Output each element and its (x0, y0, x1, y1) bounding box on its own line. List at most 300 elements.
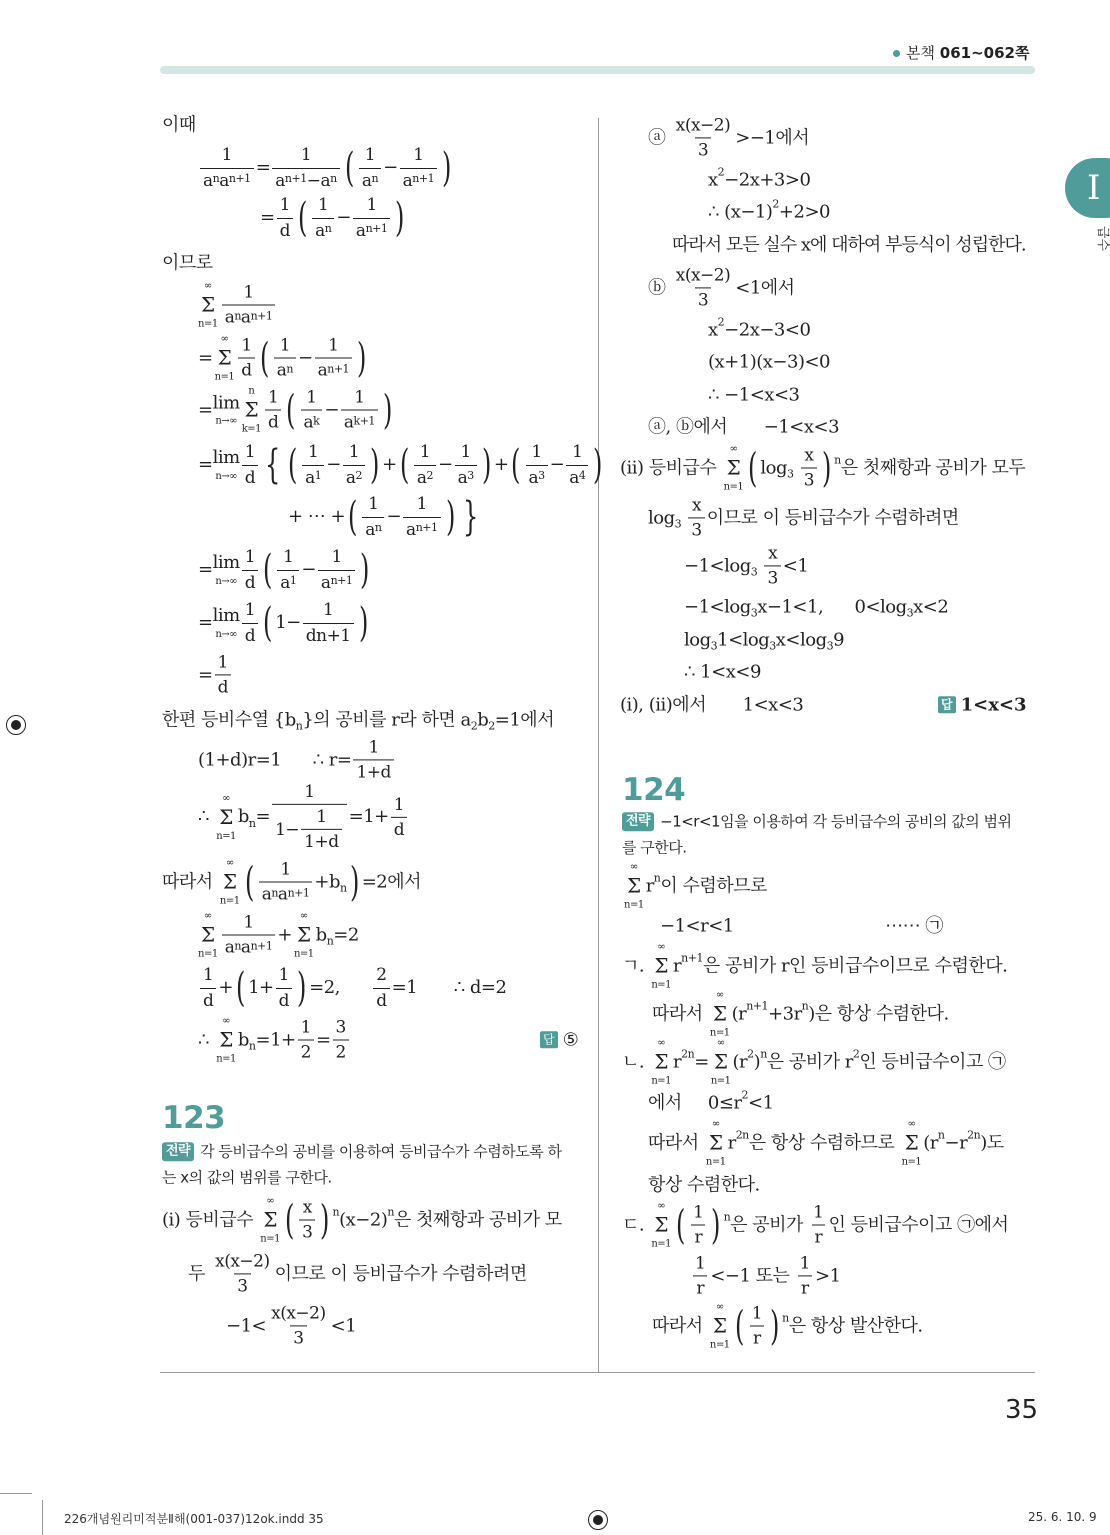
math-text: 1 (300, 145, 312, 166)
big-delimiter: ( (244, 859, 254, 905)
math-text: 1 (331, 547, 342, 568)
big-delimiter: ) (711, 1202, 721, 1248)
summation (220, 857, 240, 908)
fraction (242, 546, 258, 593)
math-text: 1 (368, 737, 379, 758)
math-text: d (268, 412, 279, 433)
numerator (333, 1016, 349, 1039)
math-text: = (198, 454, 213, 476)
denominator (276, 988, 292, 1012)
denominator (200, 988, 216, 1012)
crop-mark (0, 1493, 32, 1494)
text-line (162, 113, 196, 136)
fraction (333, 1016, 349, 1063)
math-text: 1− (275, 612, 301, 634)
math-text: a (343, 412, 354, 433)
math-text: −a (306, 170, 331, 191)
math-text: 1 (316, 806, 327, 827)
denominator (277, 570, 299, 594)
denominator (290, 1326, 306, 1350)
subscript: 3 (769, 639, 776, 653)
math-text: 이 수렴하므로 (660, 875, 767, 897)
sum-upper: ∞ (711, 1118, 720, 1130)
math-text: a (406, 519, 416, 540)
denominator (312, 218, 334, 242)
sum-lower: n=1 (293, 948, 314, 960)
math-text: 1+d (304, 832, 339, 853)
math-line (198, 385, 395, 436)
math-text: ⓐ, ⓑ에서 −1<x<3 (648, 416, 840, 438)
math-text: 1<log (717, 629, 770, 651)
math-line (708, 165, 811, 191)
superscript: n (801, 999, 809, 1013)
subscript: 2 (426, 469, 433, 483)
math-line (708, 350, 830, 373)
math-line (708, 383, 799, 406)
math-text: − (386, 506, 402, 528)
subscript: n (248, 1039, 256, 1053)
sum-lower: n=1 (624, 899, 644, 911)
math-text: 1 (279, 195, 290, 216)
numerator (797, 1252, 813, 1275)
summation (724, 443, 744, 494)
text-line (622, 1037, 1006, 1088)
math-text: 1 (279, 335, 291, 356)
denominator (315, 358, 352, 382)
math-line (198, 333, 369, 384)
text-line (622, 861, 767, 912)
superscript: 2n (735, 1128, 749, 1142)
big-delimiter: ( (348, 494, 358, 540)
math-line (198, 1015, 351, 1066)
numerator (801, 444, 816, 467)
math-text: − (549, 454, 565, 476)
math-text: d (203, 990, 214, 1011)
subscript: 2 (355, 469, 363, 483)
math-text: d (244, 467, 256, 488)
math-text: ㄱ. (622, 955, 650, 977)
footer-file: 226개념원리미적분Ⅱ해(001-037)12ok.indd 35 (64, 1512, 324, 1526)
numerator (366, 736, 382, 759)
math-text: x(x−2) (675, 115, 731, 136)
fraction (318, 546, 355, 593)
math-text: 1 (348, 442, 360, 463)
numerator (242, 441, 258, 464)
fraction (810, 1201, 826, 1248)
sigma-icon: Σ (726, 455, 741, 480)
fraction (277, 546, 299, 593)
math-text: 1 (531, 442, 542, 463)
math-text: +b (314, 871, 340, 893)
denominator (695, 288, 711, 312)
text-line (648, 1118, 1004, 1169)
sum-lower: n=1 (216, 1053, 236, 1065)
denominator (693, 1276, 707, 1300)
math-text: a (320, 572, 331, 593)
summation (710, 1301, 730, 1352)
sigma-icon: Σ (713, 1049, 728, 1074)
fraction (222, 911, 276, 958)
sum-upper: ∞ (907, 1118, 916, 1130)
fraction (692, 1252, 708, 1299)
big-delimiter: ) (445, 494, 455, 540)
math-text: ∴ −1<x<3 (708, 384, 800, 406)
numerator (242, 546, 258, 569)
math-text: a (224, 937, 235, 958)
math-text: 1 (572, 442, 583, 463)
math-line (648, 114, 809, 161)
math-text: 따라서 (162, 871, 218, 893)
math-text: 두 (188, 1263, 211, 1285)
sum-lower: n=1 (216, 830, 236, 842)
math-text: =2에서 (361, 871, 421, 893)
math-text: 1 (419, 442, 431, 463)
summation (711, 1037, 731, 1088)
denominator (373, 988, 389, 1012)
numerator (265, 386, 281, 409)
fraction (455, 441, 477, 488)
numerator (689, 494, 704, 517)
math-text: 1 (243, 282, 254, 303)
fraction (302, 441, 324, 488)
big-delimiter: ) (370, 442, 380, 488)
denominator (750, 1326, 764, 1350)
math-line (660, 914, 943, 937)
math-text: 3 (697, 290, 709, 311)
fraction (391, 793, 407, 840)
limit (213, 552, 240, 588)
sum-upper: ∞ (225, 857, 234, 869)
numerator (215, 651, 231, 674)
math-text: d (279, 220, 290, 241)
numerator (569, 441, 585, 464)
math-text: 은 공비가 r인 등비급수이므로 수렴한다. (702, 955, 1008, 977)
math-text: = (694, 1051, 709, 1073)
subscript: n (295, 719, 303, 733)
big-delimiter: ) (349, 859, 359, 905)
big-delimiter: ( (748, 445, 758, 491)
denominator (691, 1225, 705, 1249)
math-text: + (382, 454, 397, 476)
fraction (797, 1252, 813, 1299)
text-line (648, 1173, 760, 1196)
fraction (301, 386, 323, 433)
math-text: =1에서 (494, 709, 555, 731)
sum-upper: ∞ (299, 910, 308, 922)
math-text: 1 (304, 781, 315, 802)
summation (198, 910, 218, 961)
strategy-line: 는 x의 값의 범위를 구한다. (162, 1168, 332, 1187)
denominator (298, 1040, 314, 1064)
numerator (528, 441, 544, 464)
math-text: )은 항상 수렴한다. (808, 1003, 949, 1025)
fraction (200, 144, 254, 191)
math-text: x (691, 495, 702, 516)
registration-mark-icon (588, 1510, 608, 1530)
math-text: <1 (330, 1315, 357, 1337)
big-delimiter: ) (382, 387, 393, 433)
answer-122: 답 ⑤ (540, 1028, 579, 1051)
numerator (280, 546, 296, 569)
math-text: x (768, 543, 778, 564)
numerator (298, 1016, 314, 1039)
math-text: a (345, 467, 356, 488)
denominator (272, 804, 347, 853)
summation (624, 861, 644, 912)
text-line (162, 857, 421, 908)
math-text: d (376, 990, 387, 1011)
column-divider (598, 118, 599, 1372)
math-text: + (493, 454, 509, 476)
sigma-icon: Σ (219, 804, 233, 829)
math-text: 1 (308, 442, 319, 463)
denominator (353, 218, 390, 242)
fraction (259, 858, 313, 905)
subscript: n (326, 934, 334, 948)
denominator (242, 465, 258, 489)
sigma-icon: Σ (654, 953, 668, 978)
denominator (695, 138, 711, 162)
numerator (373, 964, 389, 987)
subscript: n (371, 172, 379, 186)
math-text: x (804, 445, 814, 466)
math-text: r (814, 1227, 823, 1248)
text-line (188, 1250, 527, 1297)
fraction (272, 781, 347, 853)
numerator (303, 386, 319, 409)
sum-upper: ∞ (203, 280, 212, 292)
math-text: ) (753, 1051, 761, 1073)
summation (215, 333, 235, 384)
math-text: 1 (318, 195, 329, 216)
math-text: 따라서 (652, 1003, 708, 1025)
math-text: = (198, 559, 213, 581)
lim-label: lim (212, 447, 240, 469)
math-text: b (315, 924, 327, 946)
math-text: = (315, 1029, 331, 1051)
math-text: <1 (748, 1092, 774, 1114)
fraction (688, 494, 704, 541)
sigma-icon: Σ (708, 1130, 723, 1155)
sigma-icon: Σ (712, 1001, 727, 1026)
numerator (391, 793, 407, 816)
math-text: a (305, 467, 315, 488)
superscript: n (387, 1205, 394, 1219)
subscript: n+1 (284, 172, 307, 186)
math-text: 은 첫째항과 공비가 모 (393, 1209, 562, 1231)
text-line (648, 1088, 774, 1114)
math-line (198, 651, 233, 698)
math-text: =2 (333, 924, 359, 946)
denominator (333, 1040, 349, 1064)
math-text: b (237, 1029, 249, 1051)
math-text: 1 (300, 1017, 311, 1038)
numerator (692, 1252, 708, 1275)
math-text: 따라서 모든 실수 x에 대하여 부등식이 성립한다. (672, 234, 1026, 256)
fraction (359, 144, 381, 191)
superscript: 2 (717, 315, 725, 329)
math-text: 1 (278, 965, 289, 986)
fraction (212, 1250, 273, 1297)
math-line (196, 910, 359, 961)
sum-upper: ∞ (220, 333, 229, 345)
subscript: 4 (578, 469, 586, 483)
fraction (764, 542, 780, 589)
problem-number: 124 (622, 771, 686, 808)
summation (216, 1015, 236, 1066)
math-text: r (645, 875, 654, 897)
denominator (238, 358, 254, 382)
superscript: 2 (717, 165, 725, 179)
math-text: log (648, 507, 675, 529)
denominator (277, 218, 293, 242)
superscript: 2n (681, 1047, 695, 1061)
big-delimiter: ) (360, 547, 370, 593)
denominator (801, 468, 817, 492)
big-delimiter: ( (236, 965, 246, 1011)
sigma-icon: Σ (627, 873, 641, 898)
superscript: n+1 (746, 999, 769, 1013)
subscript: 3 (750, 606, 758, 620)
text-line (622, 941, 1007, 992)
math-text: − (383, 157, 398, 179)
subscript: 3 (710, 639, 718, 653)
math-text: r (694, 1227, 703, 1248)
fraction (265, 386, 281, 433)
math-text: −1<log (684, 555, 751, 577)
sum-upper: ∞ (657, 941, 666, 953)
fraction (801, 444, 817, 491)
math-text: r (696, 1278, 704, 1299)
numerator (365, 493, 381, 516)
subscript: n+1 (327, 362, 350, 376)
math-text: 따라서 (652, 1315, 708, 1337)
summation (216, 792, 236, 843)
subscript: n+1 (330, 574, 353, 588)
big-delimiter: ( (734, 1303, 744, 1349)
subscript: 3 (906, 606, 914, 620)
math-text: (r (731, 1003, 747, 1025)
math-text (793, 456, 798, 479)
fraction (414, 441, 436, 488)
superscript: n (937, 1128, 945, 1142)
math-text: 따라서 (648, 1132, 704, 1154)
math-text: r (801, 1278, 809, 1299)
sum-upper: ∞ (222, 792, 230, 804)
denominator (455, 465, 477, 489)
big-delimiter: ( (344, 145, 354, 191)
denominator (301, 410, 323, 434)
math-line (684, 660, 761, 683)
fraction (242, 441, 258, 488)
numerator (749, 1302, 765, 1325)
math-text: 에서 0≤r (648, 1092, 742, 1114)
math-text: 인 등비급수이고 ㉠에서 (828, 1214, 1009, 1236)
answer-123: 답 1<x<3 (938, 693, 1027, 716)
math-text: 1 (244, 547, 256, 568)
numerator (362, 144, 378, 167)
math-text: d (244, 625, 256, 646)
math-text: r (727, 1132, 736, 1154)
summation (710, 989, 730, 1040)
text-line (652, 989, 949, 1040)
math-text: 은 항상 발산한다. (788, 1315, 923, 1337)
sum-lower: n=1 (705, 1156, 726, 1168)
math-text: 3 (803, 470, 815, 491)
fraction (353, 194, 390, 241)
math-text: = (198, 664, 213, 686)
math-text: 1 (813, 1202, 824, 1223)
math-text: 이므로 (162, 252, 213, 274)
sum-lower: n=1 (198, 948, 218, 960)
math-text: a (277, 884, 288, 905)
denominator (362, 517, 384, 541)
big-delimiter: ( (399, 442, 409, 488)
math-text: r (673, 1051, 682, 1073)
math-text: −2x−3<0 (724, 319, 811, 341)
superscript: n+1 (681, 951, 703, 965)
sum-lower: n=1 (651, 1238, 672, 1250)
math-text: 1 (364, 145, 376, 166)
text-line (162, 251, 213, 274)
sum-upper: n (248, 385, 255, 397)
math-text: b (237, 806, 249, 828)
fraction (315, 334, 352, 381)
numerator (313, 806, 329, 829)
sigma-icon: Σ (244, 397, 259, 422)
denominator (303, 623, 354, 647)
sum-lower: n=1 (651, 1075, 672, 1087)
math-text: a (457, 467, 468, 488)
math-text: a (365, 519, 375, 540)
math-text: <1에서 (735, 277, 795, 299)
math-text: 1 (751, 1303, 763, 1324)
math-text: + ⋯ + (288, 506, 346, 528)
denominator (234, 1274, 250, 1298)
fraction (298, 1016, 314, 1063)
math-text: 2 (376, 965, 387, 986)
math-text: 1 (368, 494, 379, 515)
math-text: a (528, 467, 539, 488)
denominator (341, 410, 378, 434)
fraction (303, 599, 354, 646)
denominator (566, 465, 588, 489)
math-line (690, 1252, 841, 1299)
fraction (690, 1201, 706, 1248)
numerator (673, 264, 734, 287)
subscript: n (271, 886, 278, 900)
fraction (274, 334, 296, 381)
sum-upper: ∞ (657, 1200, 666, 1212)
math-text: 1 (799, 1253, 810, 1274)
text-line (162, 708, 554, 731)
math-text: 1 (693, 1202, 704, 1223)
fraction (403, 493, 440, 540)
fraction (673, 264, 734, 311)
summation (902, 1118, 922, 1169)
denominator (400, 168, 437, 192)
superscript: n (653, 871, 661, 885)
math-text: a (361, 170, 372, 191)
math-line (198, 144, 454, 192)
subscript: k (313, 414, 320, 428)
denominator (302, 465, 324, 489)
math-text: − (301, 559, 316, 581)
math-text: d (217, 677, 228, 698)
sum-upper: ∞ (715, 1301, 724, 1313)
math-text: a (276, 360, 287, 381)
numerator (690, 1201, 706, 1224)
